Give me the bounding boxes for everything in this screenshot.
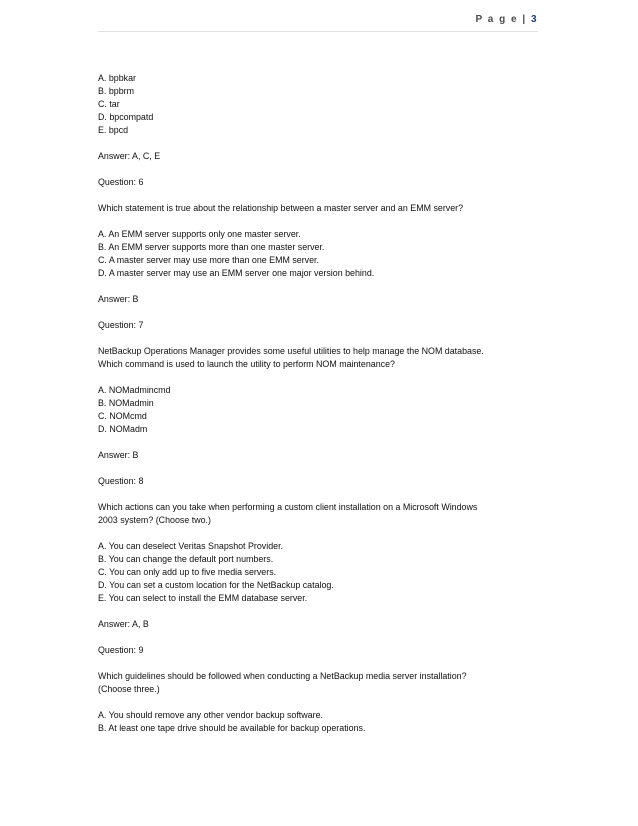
text-line: B. You can change the default port numbers. [98,554,274,564]
text-line: B. An EMM server supports more than one master server. [98,242,325,252]
paragraph-gap [98,462,538,475]
text-line: E. bpcd [98,125,129,135]
text-line: A. NOMadmincmd [98,385,171,395]
text-line: C. tar [98,99,120,109]
header-rule [98,31,538,32]
paragraph-gap [98,371,538,384]
paragraph-gap [98,189,538,202]
paragraph-gap [98,306,538,319]
text-line: Which guidelines should be followed when conducting a NetBackup media server installation? [98,671,467,681]
paragraph-gap [98,488,538,501]
text-line: A. You should remove any other vendor backup software. [98,710,323,720]
page-label: P a g e [475,14,519,25]
text-line: A. You can deselect Veritas Snapshot Provider. [98,541,284,551]
paragraph-gap [98,332,538,345]
text-line: C. NOMcmd [98,411,147,421]
text-line: Which statement is true about the relationship between a master server and an EMM server? [98,203,464,213]
text-line: Which command is used to launch the utility to perform NOM maintenance? [98,359,395,369]
text-line: Answer: B [98,294,139,304]
text-line: A. bpbkar [98,73,136,83]
text-line: Which actions can you take when performing a custom client installation on a Microsoft Windows [98,502,478,512]
text-line: (Choose three.) [98,684,160,694]
page-number: 3 [530,14,538,25]
document-body [98,72,538,735]
text-line: Question: 8 [98,476,144,486]
page-separator: | [522,14,527,25]
text-line: D. You can set a custom location for the NetBackup catalog. [98,580,334,590]
text-line: Answer: A, B [98,619,149,629]
page-header [0,14,538,25]
text-line: B. At least one tape drive should be available for backup operations. [98,723,366,733]
text-line: C. A master server may use more than one EMM server. [98,255,319,265]
paragraph-gap [98,137,538,150]
text-line: Question: 7 [98,320,144,330]
text-line: B. NOMadmin [98,398,154,408]
text-line: 2003 system? (Choose two.) [98,515,211,525]
text-line: Question: 6 [98,177,144,187]
text-line: C. You can only add up to five media servers. [98,567,277,577]
text-line: Question: 9 [98,645,144,655]
paragraph-gap [98,436,538,449]
paragraph-gap [98,163,538,176]
paragraph-gap [98,696,538,709]
text-line: Answer: A, C, E [98,151,161,161]
paragraph-gap [98,527,538,540]
paragraph-gap [98,215,538,228]
paragraph-gap [98,657,538,670]
text-line: A. An EMM server supports only one master server. [98,229,301,239]
paragraph-gap [98,631,538,644]
text-line: D. bpcompatd [98,112,154,122]
text-line: B. bpbrm [98,86,135,96]
text-line: E. You can select to install the EMM database server. [98,593,308,603]
paragraph-gap [98,280,538,293]
text-line: Answer: B [98,450,139,460]
text-line: NetBackup Operations Manager provides some useful utilities to help manage the NOM database. [98,346,484,356]
text-line: D. NOMadm [98,424,148,434]
paragraph-gap [98,605,538,618]
text-line: D. A master server may use an EMM server one major version behind. [98,268,375,278]
